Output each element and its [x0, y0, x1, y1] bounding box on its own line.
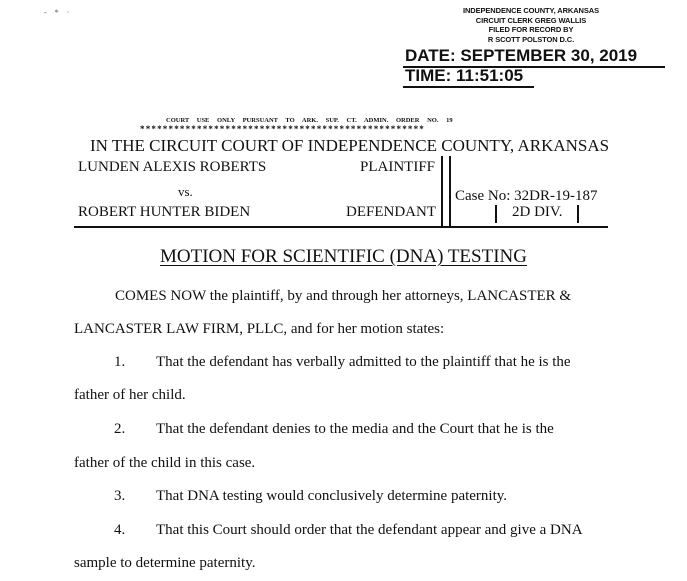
versus: vs.	[178, 184, 193, 199]
plaintiff-name: LUNDEN ALEXIS ROBERTS	[78, 159, 267, 175]
item-2-number: 2.	[114, 421, 126, 437]
time-rule	[403, 86, 534, 88]
motion-title	[0, 246, 687, 268]
stamp-county: INDEPENDENCE COUNTY, ARKANSAS	[462, 6, 599, 15]
item-1-line-2: father of her child.	[74, 387, 186, 403]
caption-divider-inner	[449, 156, 451, 226]
stamp-filed: FILED FOR RECORD BY	[488, 25, 574, 34]
stamp-clerk: CIRCUIT CLERK GREG WALLIS	[475, 15, 587, 25]
court-title: IN THE CIRCUIT COURT OF INDEPENDENCE COUNTY, ARKANSAS	[90, 136, 610, 155]
item-4-line-2: sample to determine paternity.	[74, 555, 256, 571]
division-bar-right	[577, 205, 579, 223]
court-use-notice: COURT USE ONLY PURSUANT TO ARK. SUP. CT. ADMIN. ORDER NO. 19	[166, 117, 453, 124]
item-3-number: 3.	[114, 488, 126, 504]
intro-line-1: COMES NOW the plaintiff, by and through her attorneys, LANCASTER &	[115, 288, 572, 304]
stamp-deputy: R SCOTT POLSTON D.C.	[487, 34, 575, 44]
filing-time: TIME: 11:51:05	[405, 66, 524, 85]
motion-title-text: MOTION FOR SCIENTIFIC (DNA) TESTING	[160, 246, 527, 267]
item-1-number: 1.	[114, 354, 126, 370]
caption-divider	[441, 156, 443, 226]
plaintiff-label: PLAINTIFF	[360, 159, 436, 175]
item-4-number: 4.	[114, 522, 126, 538]
defendant-name: ROBERT HUNTER BIDEN	[78, 204, 251, 220]
item-3-line-1: That DNA testing would conclusively determine paternity.	[156, 488, 508, 504]
defendant-label: DEFENDANT	[346, 204, 436, 220]
item-2-line-2: father of the child in this case.	[74, 455, 256, 471]
item-1-line-1: That the defendant has verbally admitted to the plaintiff that he is the	[156, 354, 571, 370]
filing-stamp	[447, 6, 615, 44]
margin-mark: - * ·	[44, 8, 73, 17]
intro-line-2: LANCASTER LAW FIRM, PLLC, and for her motion states:	[74, 321, 445, 337]
star-divider: **************************************************	[140, 124, 425, 134]
division: 2D DIV.	[512, 204, 563, 220]
item-2-line-1: That the defendant denies to the media and the Court that he is the	[156, 421, 554, 437]
caption-rule	[74, 226, 608, 228]
case-number: Case No: 32DR-19-187	[455, 188, 598, 204]
item-4-line-1: That this Court should order that the defendant appear and give a DNA	[156, 522, 583, 538]
filing-date: DATE: SEPTEMBER 30, 2019	[405, 46, 638, 65]
division-bar-left	[495, 205, 497, 223]
